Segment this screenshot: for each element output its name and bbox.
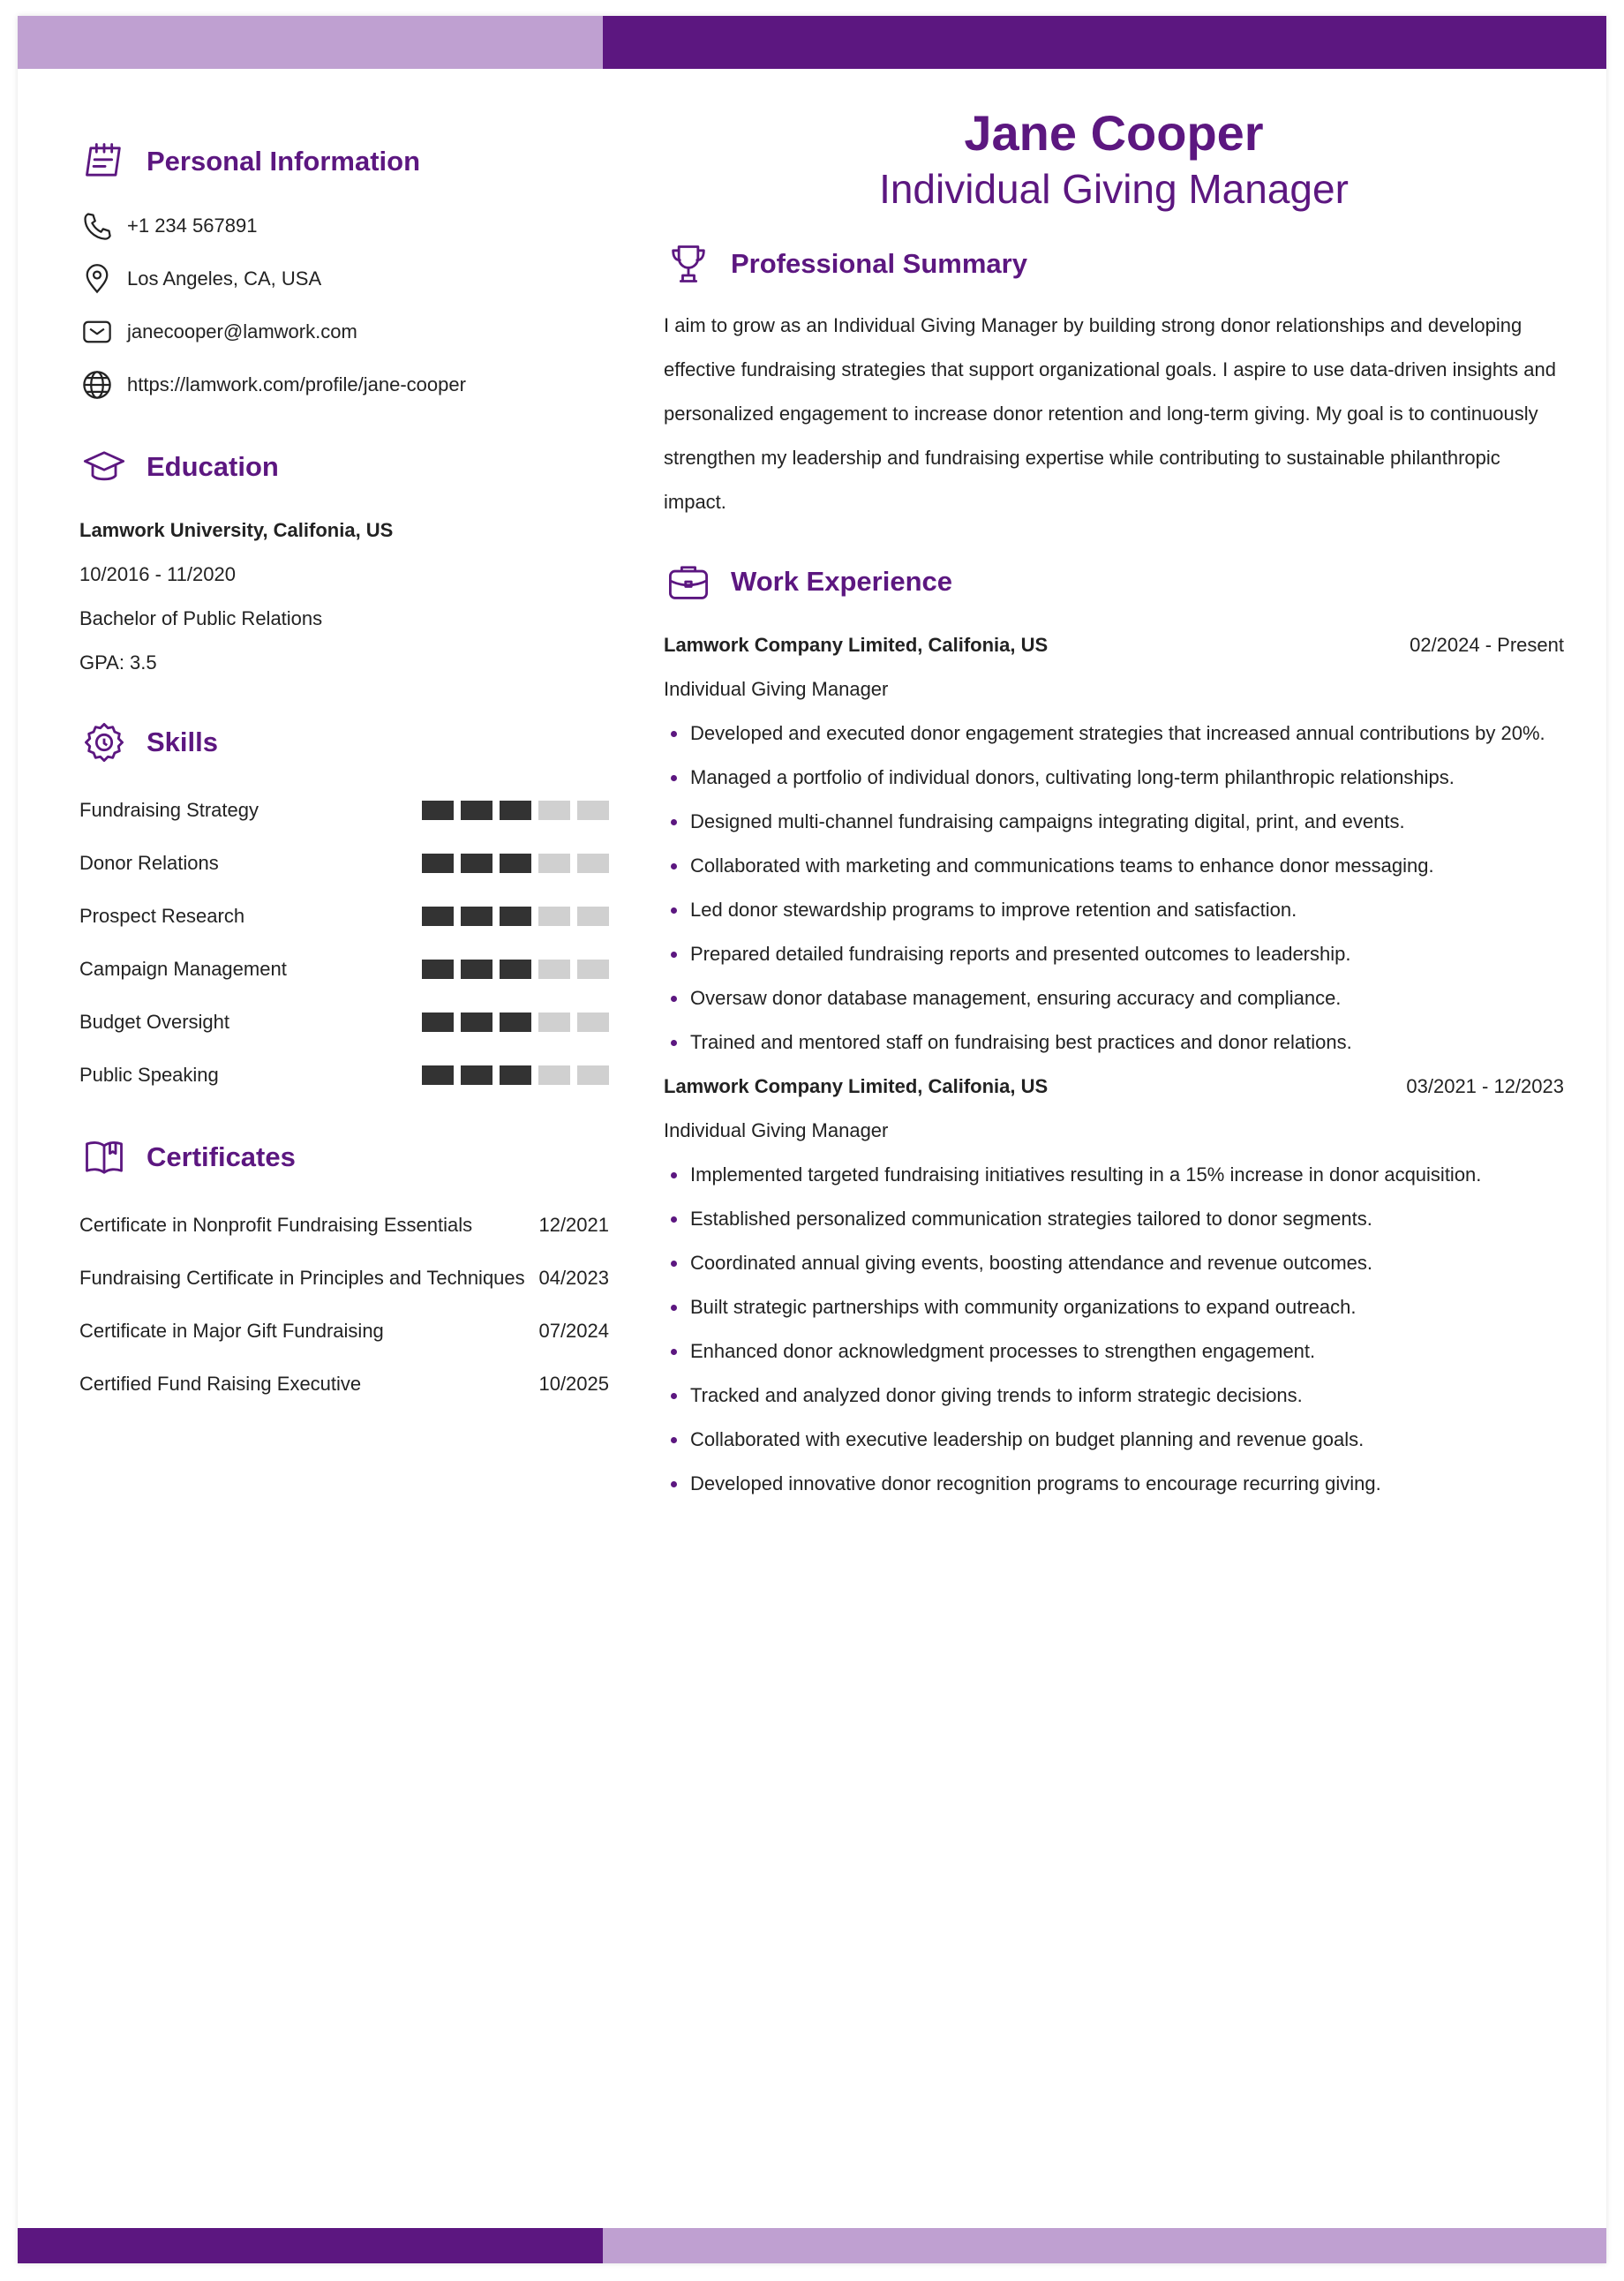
education-dates: 10/2016 - 11/2020 bbox=[79, 563, 236, 585]
skill-level-segment bbox=[422, 1013, 454, 1032]
section-title: Certificates bbox=[147, 1141, 296, 1172]
skill-level-segment bbox=[500, 801, 531, 820]
section-title: Education bbox=[147, 451, 279, 482]
job-entry bbox=[664, 1065, 1564, 1506]
job-bullet: Developed and executed donor engagement strategies that increased annual contributions by 20%. bbox=[664, 711, 1564, 756]
envelope-icon bbox=[79, 314, 115, 350]
job-bullet: Managed a portfolio of individual donors, cultivating long-term philanthropic relationships. bbox=[664, 756, 1564, 800]
skill-level-segment bbox=[461, 854, 492, 873]
skill-level-segment bbox=[500, 960, 531, 979]
bottom-bar-dark bbox=[18, 2228, 603, 2263]
skill-level-segment bbox=[500, 854, 531, 873]
skill-row bbox=[79, 837, 609, 890]
job-role: Individual Giving Manager bbox=[664, 1119, 889, 1141]
job-bullet: Established personalized communication strategies tailored to donor segments. bbox=[664, 1197, 1564, 1241]
skill-level-bar bbox=[422, 1065, 609, 1085]
skill-level-segment bbox=[577, 1013, 609, 1032]
job-company: Lamwork Company Limited, Califonia, US bbox=[664, 634, 1049, 656]
certificate-name: Fundraising Certificate in Principles and Techniques bbox=[79, 1267, 525, 1289]
skill-row bbox=[79, 996, 609, 1049]
candidate-name: Jane Cooper bbox=[964, 105, 1264, 161]
skill-level-segment bbox=[422, 1065, 454, 1085]
certificate-date: 10/2025 bbox=[538, 1373, 609, 1395]
skill-level-segment bbox=[500, 907, 531, 926]
certificate-name: Certificate in Major Gift Fundraising bbox=[79, 1320, 384, 1342]
skill-level-segment bbox=[461, 1065, 492, 1085]
education-degree: Bachelor of Public Relations bbox=[79, 607, 323, 629]
left-column bbox=[79, 131, 609, 1411]
candidate-title: Individual Giving Manager bbox=[879, 166, 1349, 212]
certificate-name: Certificate in Nonprofit Fundraising Essentials bbox=[79, 1214, 473, 1236]
skill-name: Budget Oversight bbox=[79, 1011, 229, 1033]
job-bullet: Led donor stewardship programs to improve retention and satisfaction. bbox=[664, 888, 1564, 932]
job-bullets bbox=[664, 711, 1564, 1065]
skill-level-segment bbox=[461, 1013, 492, 1032]
certificates-list bbox=[79, 1199, 609, 1411]
website-row bbox=[79, 358, 609, 411]
skill-level-bar bbox=[422, 960, 609, 979]
skill-level-segment bbox=[577, 1065, 609, 1085]
skill-level-segment bbox=[538, 907, 570, 926]
job-bullet: Prepared detailed fundraising reports and presented outcomes to leadership. bbox=[664, 932, 1564, 976]
right-column bbox=[664, 104, 1564, 1506]
globe-icon bbox=[79, 367, 115, 403]
job-bullet: Collaborated with marketing and communications teams to enhance donor messaging. bbox=[664, 844, 1564, 888]
job-bullet: Enhanced donor acknowledgment processes to strengthen engagement. bbox=[664, 1329, 1564, 1374]
skill-level-segment bbox=[500, 1013, 531, 1032]
skill-name: Donor Relations bbox=[79, 852, 219, 874]
skill-level-segment bbox=[577, 854, 609, 873]
section-title: Personal Information bbox=[147, 146, 421, 177]
location-row bbox=[79, 252, 609, 305]
job-bullet: Coordinated annual giving events, boosting attendance and revenue outcomes. bbox=[664, 1241, 1564, 1285]
skill-level-segment bbox=[461, 907, 492, 926]
job-bullet: Collaborated with executive leadership on budget planning and revenue goals. bbox=[664, 1418, 1564, 1462]
skill-level-segment bbox=[422, 801, 454, 820]
skill-level-segment bbox=[500, 1065, 531, 1085]
certificate-date: 12/2021 bbox=[538, 1214, 609, 1236]
education-school: Lamwork University, Califonia, US bbox=[79, 519, 394, 541]
skill-row bbox=[79, 1049, 609, 1102]
certificate-row bbox=[79, 1252, 609, 1305]
certificates-header bbox=[79, 1126, 609, 1188]
skill-row bbox=[79, 784, 609, 837]
job-header bbox=[664, 1065, 1564, 1109]
skill-level-bar bbox=[422, 1013, 609, 1032]
skill-name: Public Speaking bbox=[79, 1064, 219, 1086]
top-bar-light bbox=[18, 16, 603, 69]
section-title: Skills bbox=[147, 726, 218, 757]
job-bullet: Oversaw donor database management, ensuring accuracy and compliance. bbox=[664, 976, 1564, 1020]
bottom-bar-light bbox=[603, 2228, 1606, 2263]
certificate-date: 07/2024 bbox=[538, 1320, 609, 1342]
open-book-icon bbox=[79, 1133, 129, 1182]
certificate-row bbox=[79, 1358, 609, 1411]
phone-row bbox=[79, 199, 609, 252]
graduation-cap-icon bbox=[79, 442, 129, 492]
job-role: Individual Giving Manager bbox=[664, 678, 889, 700]
skill-level-segment bbox=[538, 801, 570, 820]
email-text: janecooper@lamwork.com bbox=[127, 320, 357, 343]
certificate-row bbox=[79, 1305, 609, 1358]
summary-header bbox=[664, 233, 1564, 295]
skill-level-segment bbox=[538, 1013, 570, 1032]
education-gpa: GPA: 3.5 bbox=[79, 651, 157, 674]
section-title: Professional Summary bbox=[731, 248, 1027, 279]
skill-level-bar bbox=[422, 854, 609, 873]
job-dates: 02/2024 - Present bbox=[1410, 634, 1564, 656]
job-bullet: Built strategic partnerships with community organizations to expand outreach. bbox=[664, 1285, 1564, 1329]
skill-level-segment bbox=[422, 907, 454, 926]
skills-header bbox=[79, 711, 609, 773]
location-pin-icon bbox=[79, 261, 115, 297]
job-bullet: Tracked and analyzed donor giving trends to inform strategic decisions. bbox=[664, 1374, 1564, 1418]
summary-text: I aim to grow as an Individual Giving Manager by building strong donor relationships and developing effective fundraising strategies that support organizational goals. I aspire to use data-driven insights and personalized engagement to increase donor retention and long-term giving. My goal is to continuously strengthen my leadership and fundraising expertise while contributing to sustainable philanthropic impact. bbox=[664, 314, 1556, 513]
email-row bbox=[79, 305, 609, 358]
website-text: https://lamwork.com/profile/jane-cooper bbox=[127, 373, 466, 395]
skill-name: Fundraising Strategy bbox=[79, 799, 259, 821]
skill-row bbox=[79, 890, 609, 943]
skill-level-segment bbox=[538, 854, 570, 873]
skill-level-bar bbox=[422, 801, 609, 820]
jobs-list bbox=[664, 623, 1564, 1506]
gear-icon bbox=[79, 718, 129, 767]
personal-info-header bbox=[79, 131, 609, 192]
job-company: Lamwork Company Limited, Califonia, US bbox=[664, 1075, 1049, 1097]
resume-page bbox=[18, 16, 1606, 2263]
job-bullets bbox=[664, 1153, 1564, 1506]
skill-level-segment bbox=[538, 1065, 570, 1085]
trophy-icon bbox=[664, 239, 713, 289]
job-dates: 03/2021 - 12/2023 bbox=[1406, 1075, 1564, 1097]
location-text: Los Angeles, CA, USA bbox=[127, 267, 322, 290]
skill-row bbox=[79, 943, 609, 996]
job-bullet: Implemented targeted fundraising initiatives resulting in a 15% increase in donor acquisition. bbox=[664, 1153, 1564, 1197]
calendar-note-icon bbox=[79, 137, 129, 186]
experience-header bbox=[664, 551, 1564, 613]
skill-level-segment bbox=[577, 960, 609, 979]
skill-level-segment bbox=[422, 854, 454, 873]
job-bullet: Developed innovative donor recognition programs to encourage recurring giving. bbox=[664, 1462, 1564, 1506]
job-bullet: Trained and mentored staff on fundraising best practices and donor relations. bbox=[664, 1020, 1564, 1065]
skill-level-segment bbox=[538, 960, 570, 979]
skill-level-segment bbox=[461, 801, 492, 820]
certificate-name: Certified Fund Raising Executive bbox=[79, 1373, 362, 1395]
job-entry bbox=[664, 623, 1564, 1065]
certificate-row bbox=[79, 1199, 609, 1252]
phone-icon bbox=[79, 208, 115, 244]
skill-level-bar bbox=[422, 907, 609, 926]
skill-level-segment bbox=[461, 960, 492, 979]
job-header bbox=[664, 623, 1564, 667]
certificate-date: 04/2023 bbox=[538, 1267, 609, 1289]
job-bullet: Designed multi-channel fundraising campaigns integrating digital, print, and events. bbox=[664, 800, 1564, 844]
skills-list bbox=[79, 784, 609, 1102]
skill-level-segment bbox=[577, 907, 609, 926]
skill-level-segment bbox=[422, 960, 454, 979]
skill-name: Campaign Management bbox=[79, 958, 287, 980]
phone-text: +1 234 567891 bbox=[127, 215, 258, 237]
top-bar-dark bbox=[603, 16, 1606, 69]
skill-level-segment bbox=[577, 801, 609, 820]
skill-name: Prospect Research bbox=[79, 905, 245, 927]
briefcase-icon bbox=[664, 557, 713, 606]
section-title: Work Experience bbox=[731, 566, 952, 597]
education-header bbox=[79, 436, 609, 498]
